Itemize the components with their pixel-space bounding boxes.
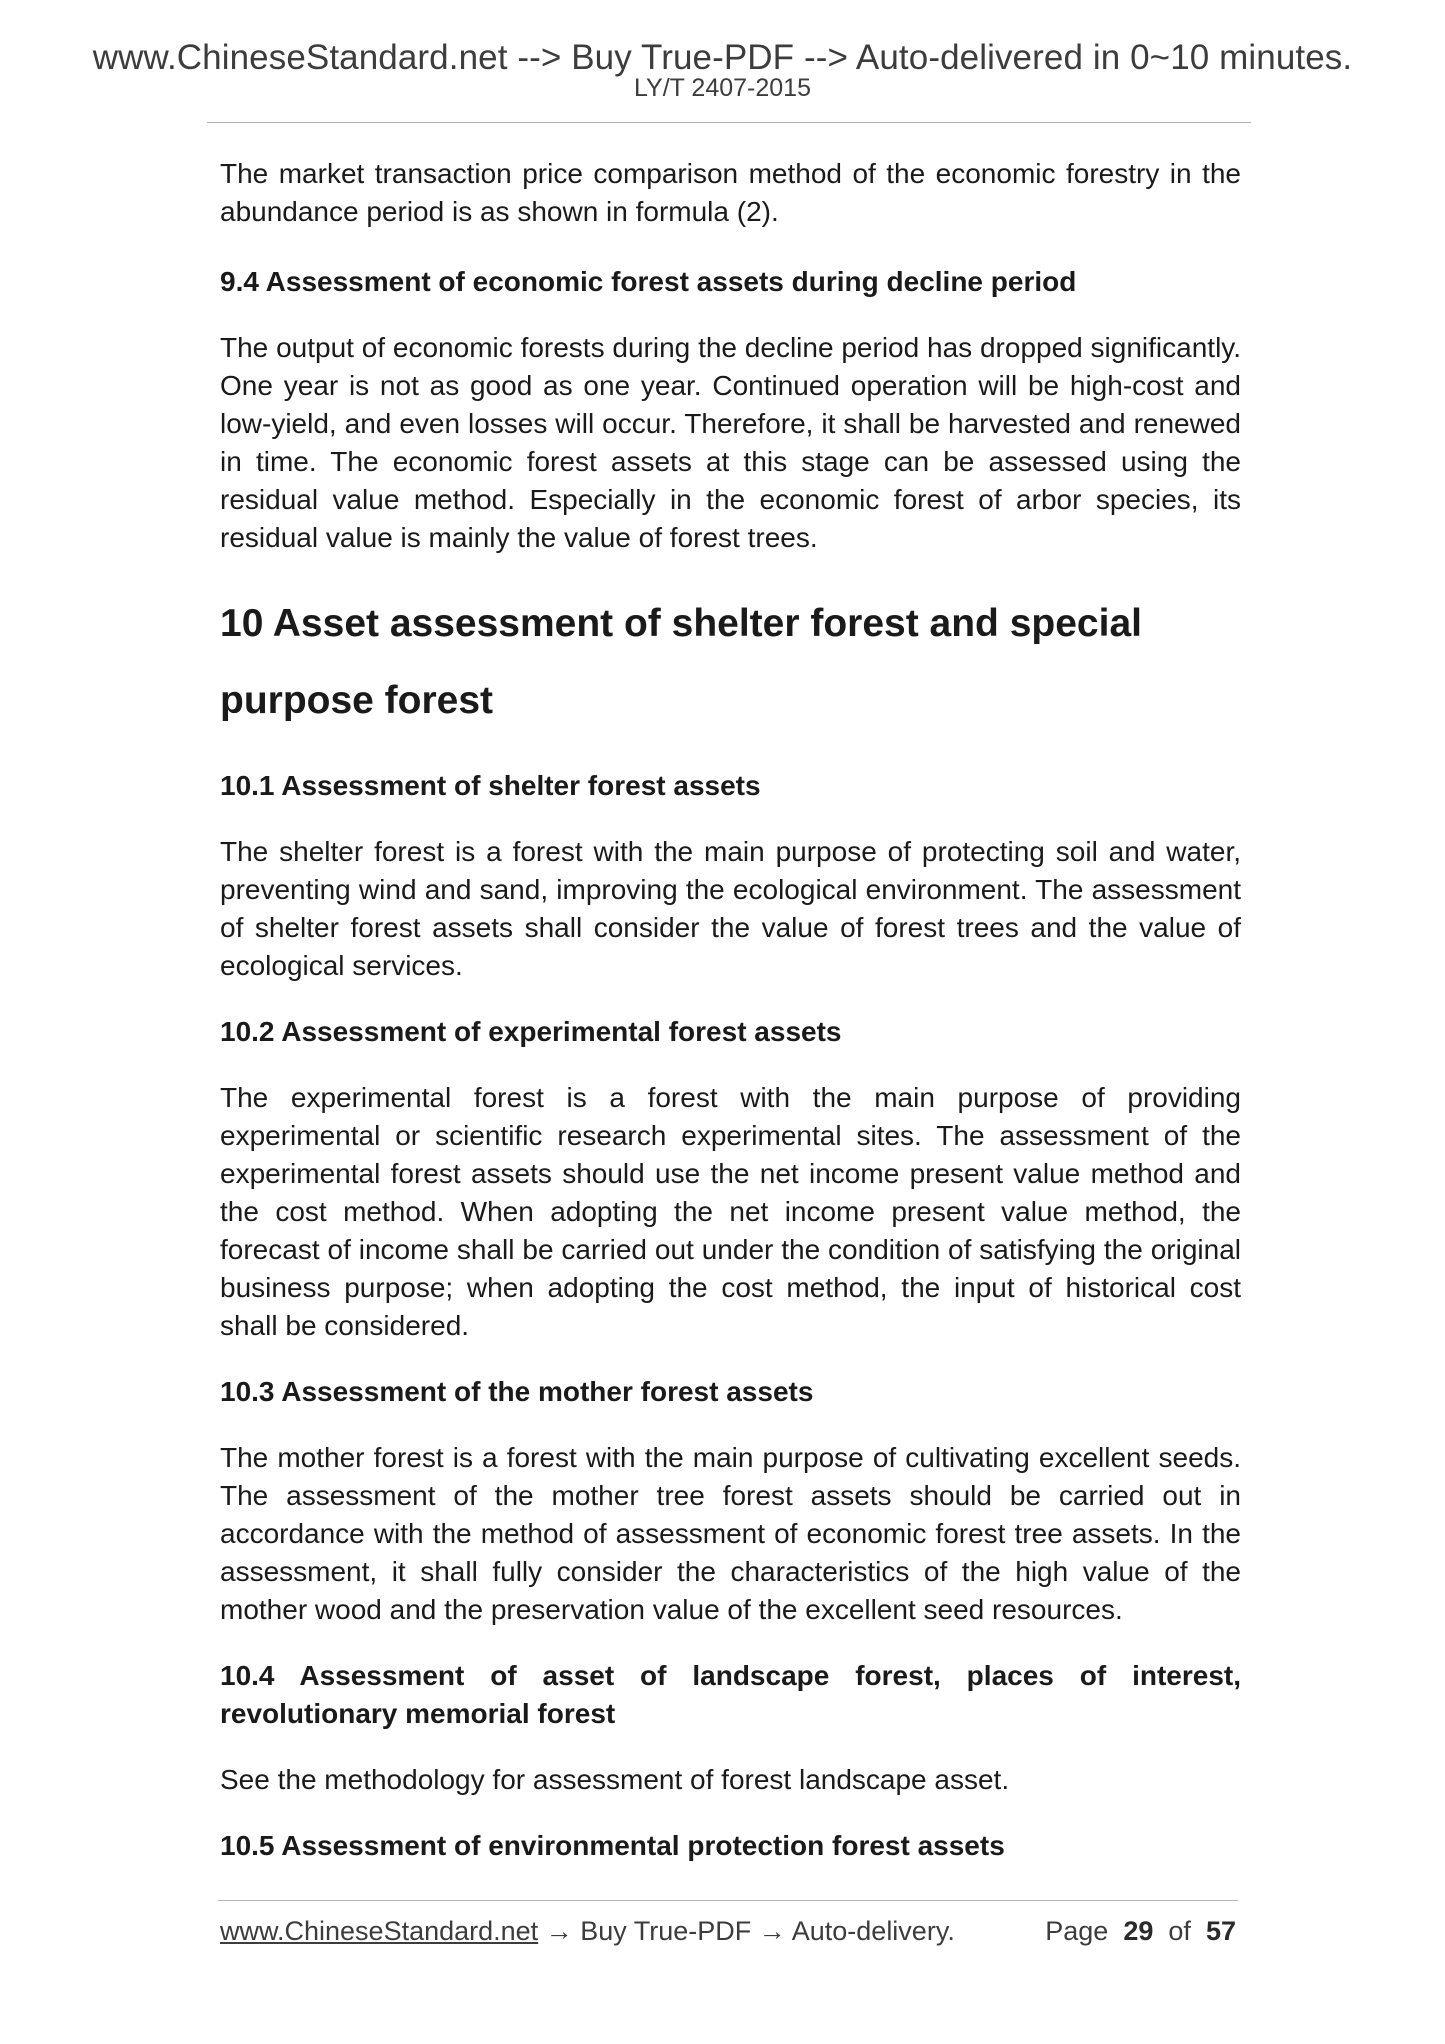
- footer-divider: [218, 1900, 1238, 1901]
- section-9-4-paragraph: The output of economic forests during the decline period has dropped significantly. One year is not as good as one year. Continued operation will be high-cost and low-yield, and even losses will occur. Therefore, it shall be harvested and renewed in time. The economic forest assets at this stage can be assessed using the residual value method. Especially in the economic forest of arbor species, its residual value is mainly the value of forest trees.: [220, 332, 1241, 553]
- section-10-3-paragraph: The mother forest is a forest with the main purpose of cultivating excellent seeds. The assessment of the mother tree forest assets should be carried out in accordance with the method of assessment of economic forest tree assets. In the assessment, it shall fully consider the characteristics of the high value of the mother wood and the preservation value of the excellent seed resources.: [220, 1442, 1241, 1625]
- of-label: of: [1168, 1916, 1191, 1946]
- footer-tagline: → Buy True-PDF → Auto-delivery.: [538, 1916, 955, 1946]
- paragraph-intro: The market transaction price comparison method of the economic forestry in the abundance period is as shown in formula (2).: [220, 158, 1241, 227]
- chapter-10-heading-line1: 10 Asset assessment of shelter forest and special: [220, 602, 1142, 645]
- section-10-2-paragraph: The experimental forest is a forest with the main purpose of providing experimental or scientific research experimental sites. The assessment of the experimental forest assets should use the net income present value method and the cost method. When adopting the net income present value method, the forecast of income shall be carried out under the condition of satisfying the original business purpose; when adopting the cost method, the input of historical cost shall be considered.: [220, 1082, 1241, 1341]
- chapter-10-heading-line2: purpose forest: [220, 679, 494, 722]
- page-indicator: [1045, 1916, 1236, 1947]
- section-10-4-heading: 10.4 Assessment of asset of landscape forest, places of interest, revolutionary memorial forest: [220, 1660, 1241, 1729]
- section-10-5-heading: 10.5 Assessment of environmental protection forest assets: [220, 1830, 1005, 1861]
- footer-site-link[interactable]: www.ChineseStandard.net: [220, 1916, 539, 1946]
- document-body: [220, 155, 1241, 1865]
- section-9-4-heading: 9.4 Assessment of economic forest assets during decline period: [220, 266, 1077, 297]
- section-10-1-paragraph: The shelter forest is a forest with the main purpose of protecting soil and water, preventing wind and sand, improving the ecological environment. The assessment of shelter forest assets shall consider the value of forest trees and the value of ecological services.: [220, 836, 1241, 981]
- section-10-3-heading: 10.3 Assessment of the mother forest assets: [220, 1376, 814, 1407]
- section-10-2-heading: 10.2 Assessment of experimental forest assets: [220, 1016, 842, 1047]
- section-10-1-heading: 10.1 Assessment of shelter forest assets: [220, 770, 761, 801]
- section-10-4-paragraph: See the methodology for assessment of forest landscape asset.: [220, 1764, 1010, 1795]
- header-divider: [207, 122, 1251, 123]
- header-banner: www.ChineseStandard.net --> Buy True-PDF --> Auto-delivered in 0~10 minutes.: [92, 38, 1353, 77]
- page-footer: [220, 1916, 1236, 1947]
- page-number: 29: [1123, 1916, 1154, 1946]
- page-total: 57: [1205, 1916, 1236, 1946]
- chapter-10-heading: [220, 585, 1241, 739]
- footer-left: [220, 1916, 955, 1947]
- page-label: Page: [1045, 1916, 1109, 1946]
- standard-code: LY/T 2407-2015: [634, 74, 811, 102]
